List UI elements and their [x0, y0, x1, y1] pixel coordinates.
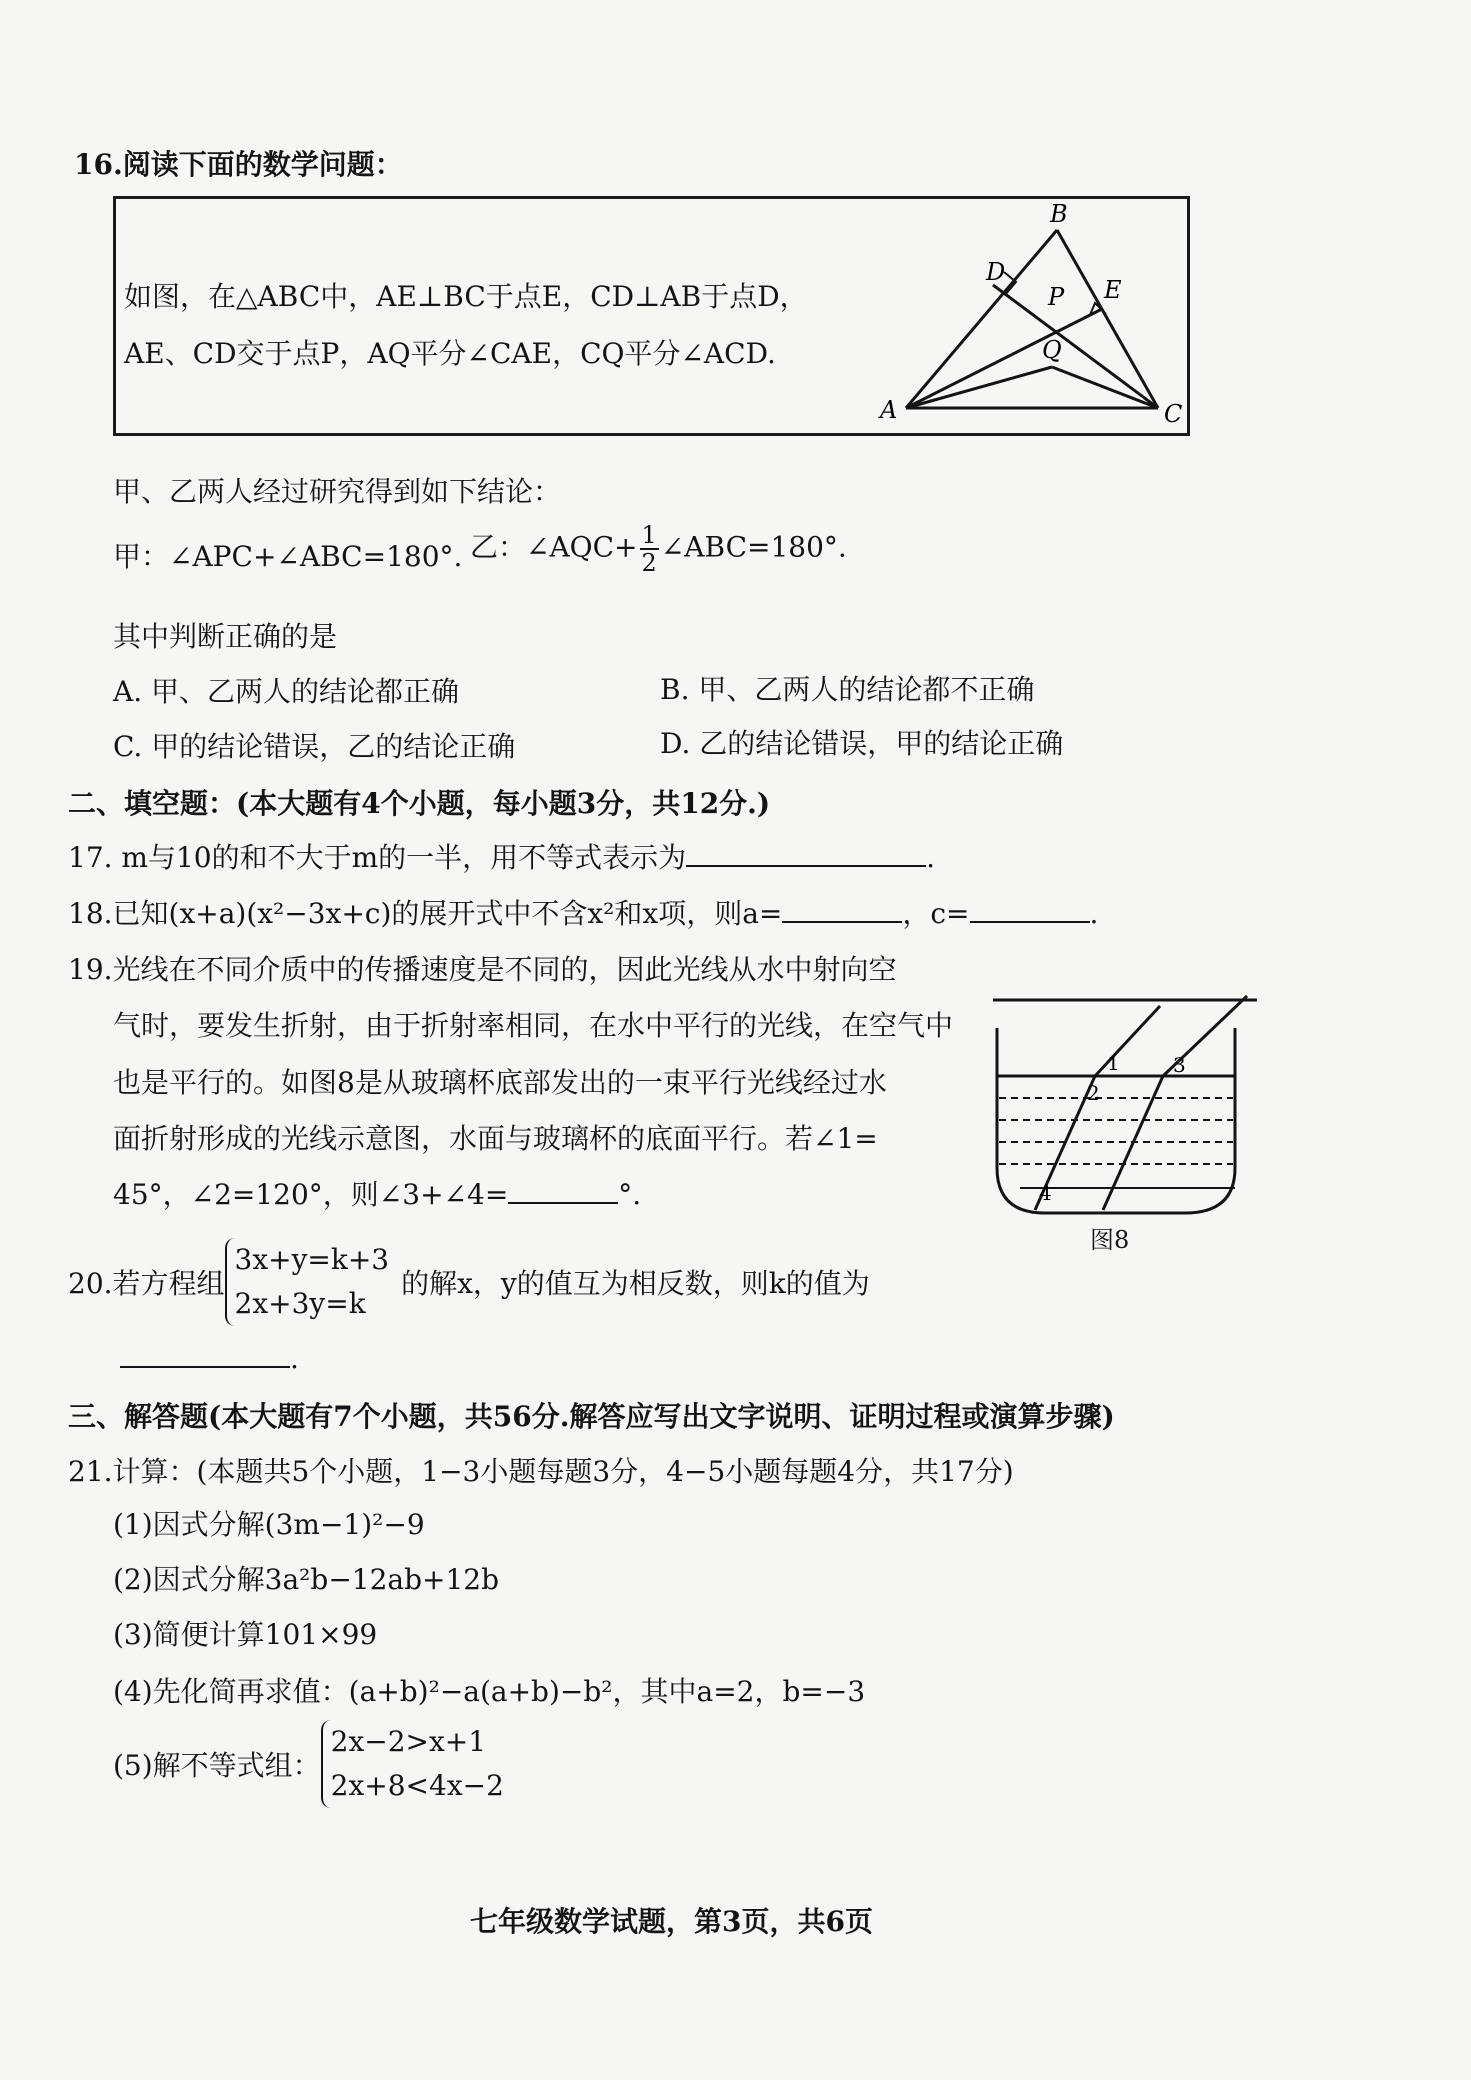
page-footer: 七年级数学试题，第3页，共6页 — [470, 1905, 873, 1938]
option-a: A. 甲、乙两人的结论都正确 — [113, 675, 460, 708]
label-P: P — [1048, 283, 1065, 311]
angle-1-label: 1 — [1107, 1051, 1120, 1075]
q16-triangle-figure — [870, 200, 1190, 432]
q16-box-line1: 如图，在△ABC中，AE⊥BC于点E，CD⊥AB于点D， — [124, 280, 808, 313]
q21-part4: (4)先化简再求值：(a+b)²−a(a+b)−b²，其中a=2，b=−3 — [113, 1675, 866, 1708]
q19-line5: 45°，∠2=120°，则∠3+∠4= °. — [113, 1178, 642, 1211]
label-Q: Q — [1042, 336, 1062, 364]
label-D: D — [986, 258, 1006, 286]
q21-inequality-system: 2x−2>x+1 2x+8<4x−2 — [321, 1720, 504, 1808]
q16-intro: 甲、乙两人经过研究得到如下结论： — [113, 475, 562, 508]
figure-8-caption: 图8 — [1090, 1226, 1130, 1254]
angle-4-label: 4 — [1039, 1181, 1052, 1205]
q21-part1: (1)因式分解(3m−1)²−9 — [113, 1508, 425, 1541]
q20-equation-system: 3x+y=k+3 2x+3y=k — [225, 1238, 390, 1326]
q20: 20.若方程组 3x+y=k+3 2x+3y=k 的解x，y的值互为相反数，则k的值为 — [68, 1238, 870, 1326]
q16-heading: 16.阅读下面的数学问题： — [74, 148, 403, 181]
yi-suffix: ∠ABC=180°. — [660, 530, 847, 564]
fraction-half: $\frac{1}{2}$ — [641, 521, 657, 577]
label-A: A — [880, 396, 898, 424]
yi-prefix: 乙：∠AQC+ — [470, 530, 638, 564]
label-C: C — [1164, 400, 1183, 428]
q18-blank-c — [970, 895, 1090, 923]
q18: 18.已知(x+a)(x²−3x+c)的展开式中不含x²和x项，则a= ，c= . — [68, 897, 1099, 930]
q21-part3: (3)简便计算101×99 — [113, 1618, 378, 1651]
q21-title: 21.计算：(本题共5个小题，1−3小题每题3分，4−5小题每题4分，共17分) — [68, 1455, 1014, 1488]
q16-box-line2: AE、CD交于点P，AQ平分∠CAE，CQ平分∠ACD. — [124, 337, 776, 370]
option-d: D. 乙的结论错误，甲的结论正确 — [660, 727, 1064, 760]
q17-text: 17. m与10的和不大于m的一半，用不等式表示为 — [68, 841, 687, 874]
q17-answer-blank — [686, 839, 926, 867]
angle-3-label: 3 — [1173, 1053, 1186, 1077]
option-c: C. 甲的结论错误，乙的结论正确 — [113, 730, 516, 763]
q18-text: 18.已知(x+a)(x²−3x+c)的展开式中不含x²和x项，则a= — [68, 897, 783, 930]
q21-part2: (2)因式分解3a²b−12ab+12b — [113, 1563, 500, 1596]
angle-2-label: 2 — [1087, 1081, 1100, 1105]
q17: 17. m与10的和不大于m的一半，用不等式表示为 . — [68, 841, 936, 874]
section2-title: 二、填空题：(本大题有4个小题，每小题3分，共12分.) — [68, 787, 771, 820]
q19-line4: 面折射形成的光线示意图，水面与玻璃杯的底面平行。若∠1= — [113, 1122, 878, 1155]
q20-answer-blank — [120, 1340, 290, 1368]
q19-line1: 19.光线在不同介质中的传播速度是不同的，因此光线从水中射向空 — [68, 953, 897, 986]
option-b: B. 甲、乙两人的结论都不正确 — [660, 673, 1035, 706]
q19-line2: 气时，要发生折射，由于折射率相同，在水中平行的光线，在空气中 — [113, 1009, 954, 1042]
q19-answer-blank — [508, 1176, 618, 1204]
q19-line3: 也是平行的。如图8是从玻璃杯底部发出的一束平行光线经过水 — [113, 1066, 887, 1099]
q16-question: 其中判断正确的是 — [113, 620, 338, 653]
q16-conclusion-jia: 甲：∠APC+∠ABC=180°. — [113, 540, 463, 573]
q16-conclusion-yi — [470, 522, 847, 576]
q21-part5: (5)解不等式组： 2x−2>x+1 2x+8<4x−2 — [113, 1720, 504, 1808]
q18-blank-a — [782, 895, 902, 923]
figure-8-glass — [985, 988, 1265, 1238]
label-B: B — [1050, 200, 1068, 228]
q20-answer-line: . — [120, 1340, 299, 1375]
section3-title: 三、解答题(本大题有7个小题，共56分.解答应写出文字说明、证明过程或演算步骤) — [68, 1400, 1115, 1433]
label-E: E — [1104, 276, 1122, 304]
